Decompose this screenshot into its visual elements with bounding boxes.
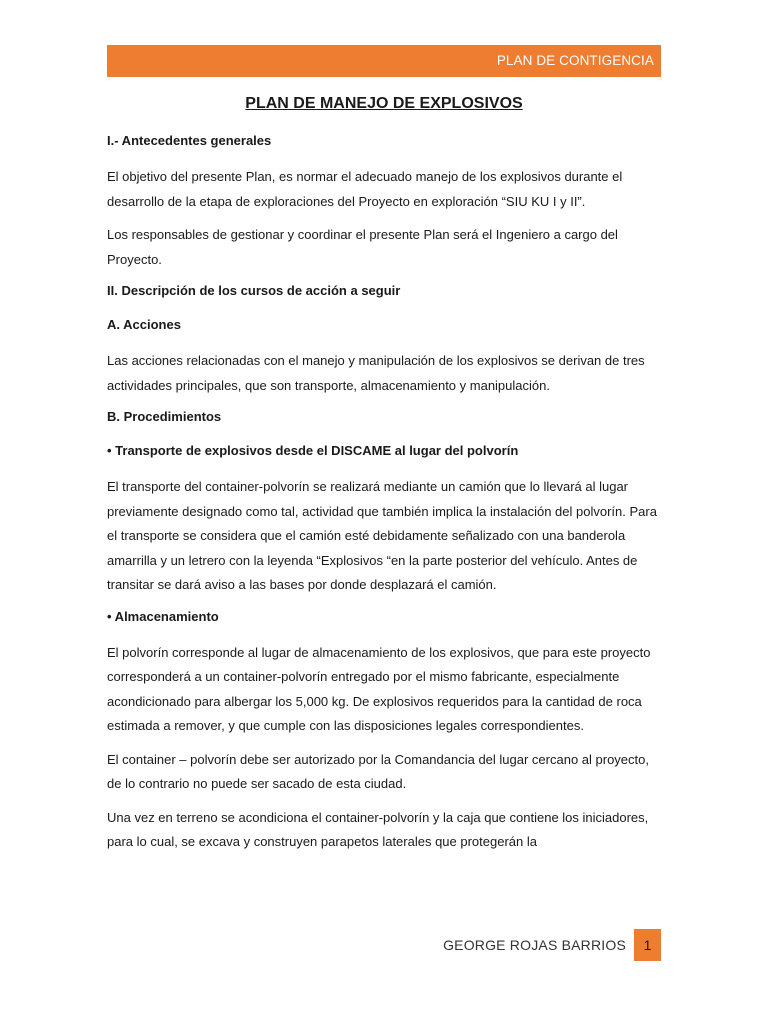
page-footer [107,929,661,961]
paragraph: Los responsables de gestionar y coordinar el presente Plan será el Ingeniero a cargo del Proyecto. [107,227,618,267]
header-bar [107,45,661,77]
header-title: PLAN DE CONTIGENCIA [496,53,654,68]
bullet-heading: • Transporte de explosivos desde el DISCAME al lugar del polvorín [107,443,519,458]
paragraph: El objetivo del presente Plan, es normar el adecuado manejo de los explosivos durante el desarrollo de la etapa de exploraciones del Proyecto en exploración “SIU KU I y II”. [107,169,623,209]
paragraph: Las acciones relacionadas con el manejo y manipulación de los explosivos se derivan de tres actividades principales, que son transporte, almacenamiento y manipulación. [107,353,645,393]
paragraph: El transporte del container-polvorín se realizará mediante un camión que lo llevará al lugar previamente designado como tal, actividad que también implica la instalación del polvorín. Para el transporte se considera que el camión esté debidamente señalizado con una banderola amarrilla y un letrero con la leyenda “Explosivos “en la parte posterior del vehículo. Antes de transitar se dará aviso a las bases por donde desplazará el camión. [107,479,657,592]
section-heading: II. Descripción de los cursos de acción a seguir [107,283,401,298]
subsection-heading: A. Acciones [107,317,181,332]
footer-author: GEORGE ROJAS BARRIOS [443,937,626,953]
page-number: 1 [634,929,661,961]
paragraph: El container – polvorín debe ser autorizado por la Comandancia del lugar cercano al proyecto, de lo contrario no puede ser sacado de esta ciudad. [107,751,649,791]
bullet-heading: • Almacenamiento [107,608,219,624]
document-title: PLAN DE MANEJO DE EXPLOSIVOS [245,95,523,112]
paragraph: Una vez en terreno se acondiciona el container-polvorín y la caja que contiene los iniciadores, para lo cual, se excava y construyen parapetos laterales que protegerán la [107,809,649,849]
document-body [107,93,661,864]
paragraph: El polvorín corresponde al lugar de almacenamiento de los explosivos, que para este proyecto corresponderá a un container-polvorín entregado por el mismo fabricante, especialmente acondicionado para albergar los 5,000 kg. De explosivos requeridos para la cantidad de roca estimada a remover, y que cumple con las disposiciones legales correspondientes. [107,644,651,733]
section-heading: I.- Antecedentes generales [107,133,272,148]
subsection-heading: B. Procedimientos [107,409,222,424]
